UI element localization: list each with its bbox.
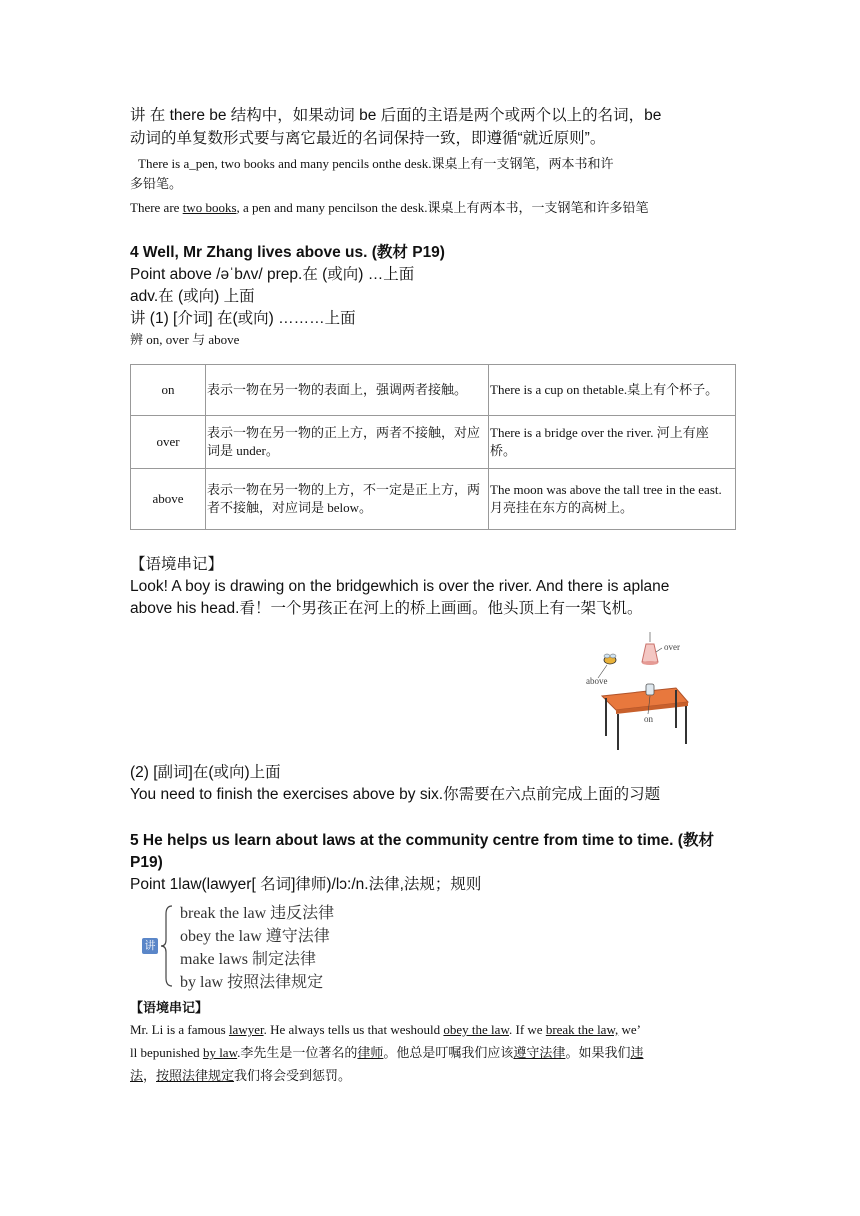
text: . He always tells us that weshould	[263, 1022, 444, 1037]
underlined-text: obey the law	[443, 1022, 509, 1037]
section-4-point: Point above /əˈbʌv/ prep.在 (或向) …上面	[130, 266, 415, 283]
section-4-heading: 4 Well, Mr Zhang lives above us. (教材 P19)	[130, 244, 445, 261]
text: .李先生是一位著名的	[237, 1045, 358, 1060]
law-phrase-list	[180, 902, 334, 994]
comparison-table	[130, 364, 736, 530]
table-lamp-bee-illustration	[580, 632, 692, 754]
table-row	[131, 469, 736, 530]
section-4-context-line-1: Look! A boy is drawing on the bridgewhich is over the river. And there is aplane	[130, 578, 670, 595]
text: There are	[130, 200, 183, 215]
underlined-text: 律师	[357, 1045, 384, 1060]
underlined-text: 违	[630, 1045, 644, 1060]
section-5-point: Point 1law(lawyer[ 名词]律师)/lɔ:/n.法律,法规；规则	[130, 876, 482, 893]
table-cell-desc: 表示一物在另一物的上方，不一定是正上方，两者不接触，对应词是 below。	[206, 469, 489, 530]
table-cell-desc: 表示一物在另一物的表面上，强调两者接触。	[206, 365, 489, 416]
section-4-context-line-2: above his head.看！一个男孩正在河上的桥上画画。他头顶上有一架飞机。	[130, 600, 643, 617]
bee-wing	[604, 654, 610, 658]
lamp-rim	[642, 661, 658, 665]
lamp-shade	[642, 644, 658, 662]
list-item: obey the law 遵守法律	[180, 928, 330, 945]
intro-line-1: 讲 在 there be 结构中，如果动词 be 后面的主语是两个或两个以上的名词，be	[130, 107, 662, 124]
pointer-over	[656, 648, 662, 652]
table-cell-example: There is a bridge over the river. 河上有座桥。	[489, 416, 736, 469]
section-4-jiang: 讲 (1) [介词] 在(或向) ………上面	[130, 310, 356, 327]
section-4-adv-example: You need to finish the exercises above by six.你需要在六点前完成上面的习题	[130, 786, 661, 803]
text: Mr. Li is a famous	[130, 1022, 229, 1037]
label-on: on	[644, 714, 653, 724]
text: 我们将会受到惩罚。	[234, 1068, 352, 1083]
section-5-heading-cont: P19)	[130, 854, 163, 871]
left-brace-icon	[160, 904, 174, 988]
document-page	[130, 104, 736, 1087]
bee-wing	[610, 654, 616, 658]
text: ll bepunished	[130, 1045, 203, 1060]
text: . If we	[508, 1022, 546, 1037]
law-phrases-box	[136, 902, 376, 992]
text: ，	[143, 1068, 157, 1083]
table-cell-desc: 表示一物在另一物的正上方，两者不接触，对应词是 under。	[206, 416, 489, 469]
intro-line-2: 动词的单复数形式要与离它最近的名词保持一致，即遵循“就近原则”。	[130, 130, 606, 147]
table-row	[131, 416, 736, 469]
list-item: by law 按照法律规定	[180, 974, 324, 991]
jiang-badge: 讲	[142, 938, 158, 954]
underlined-text: 按照法律规定	[156, 1068, 235, 1083]
text: , a pen and many pencilson the desk.课桌上有两本书，一支钢笔和许多铅笔	[236, 200, 649, 215]
intro-example-2	[130, 198, 736, 218]
label-over: over	[664, 642, 680, 652]
table-row	[131, 365, 736, 416]
underlined-text: by law	[202, 1045, 238, 1060]
underlined-text: two books	[182, 200, 237, 215]
table-cell-word: on	[131, 365, 206, 416]
section-4-context-title: 【语境串记】	[130, 556, 224, 573]
intro-example-1: There is a_pen, two books and many pencils onthe desk.课桌上有一支钢笔，两本书和许	[138, 156, 614, 171]
table-cell-example: The moon was above the tall tree in the east. 月亮挂在东方的高树上。	[489, 469, 736, 530]
table-cell-word: over	[131, 416, 206, 469]
text: we’	[618, 1022, 641, 1037]
section-5-heading: 5 He helps us learn about laws at the community centre from time to time. (教材	[130, 832, 714, 849]
label-above: above	[586, 676, 608, 686]
list-item: break the law 违反法律	[180, 905, 335, 922]
table-cell-example: There is a cup on thetable.桌上有个杯子。	[489, 365, 736, 416]
table-cell-word: above	[131, 469, 206, 530]
underlined-text: 遵守法律	[513, 1045, 566, 1060]
section-4-adv: adv.在 (或向) 上面	[130, 288, 255, 305]
intro-example-1b: 多铅笔。	[130, 176, 183, 191]
text: 。他总是叮嘱我们应该	[383, 1045, 514, 1060]
underlined-text: 法	[130, 1068, 144, 1083]
section-4-bian: 辨 on, over 与 above	[130, 332, 240, 347]
cup-icon	[646, 684, 654, 695]
text: 。如果我们	[565, 1045, 631, 1060]
section-5-context-title: 【语境串记】	[130, 1000, 209, 1015]
underlined-text: break the law,	[545, 1022, 619, 1037]
section-5-context	[130, 1018, 736, 1087]
section-4-adv-title: (2) [副词]在(或向)上面	[130, 764, 281, 781]
underlined-text: lawyer	[228, 1022, 264, 1037]
list-item: make laws 制定法律	[180, 951, 316, 968]
